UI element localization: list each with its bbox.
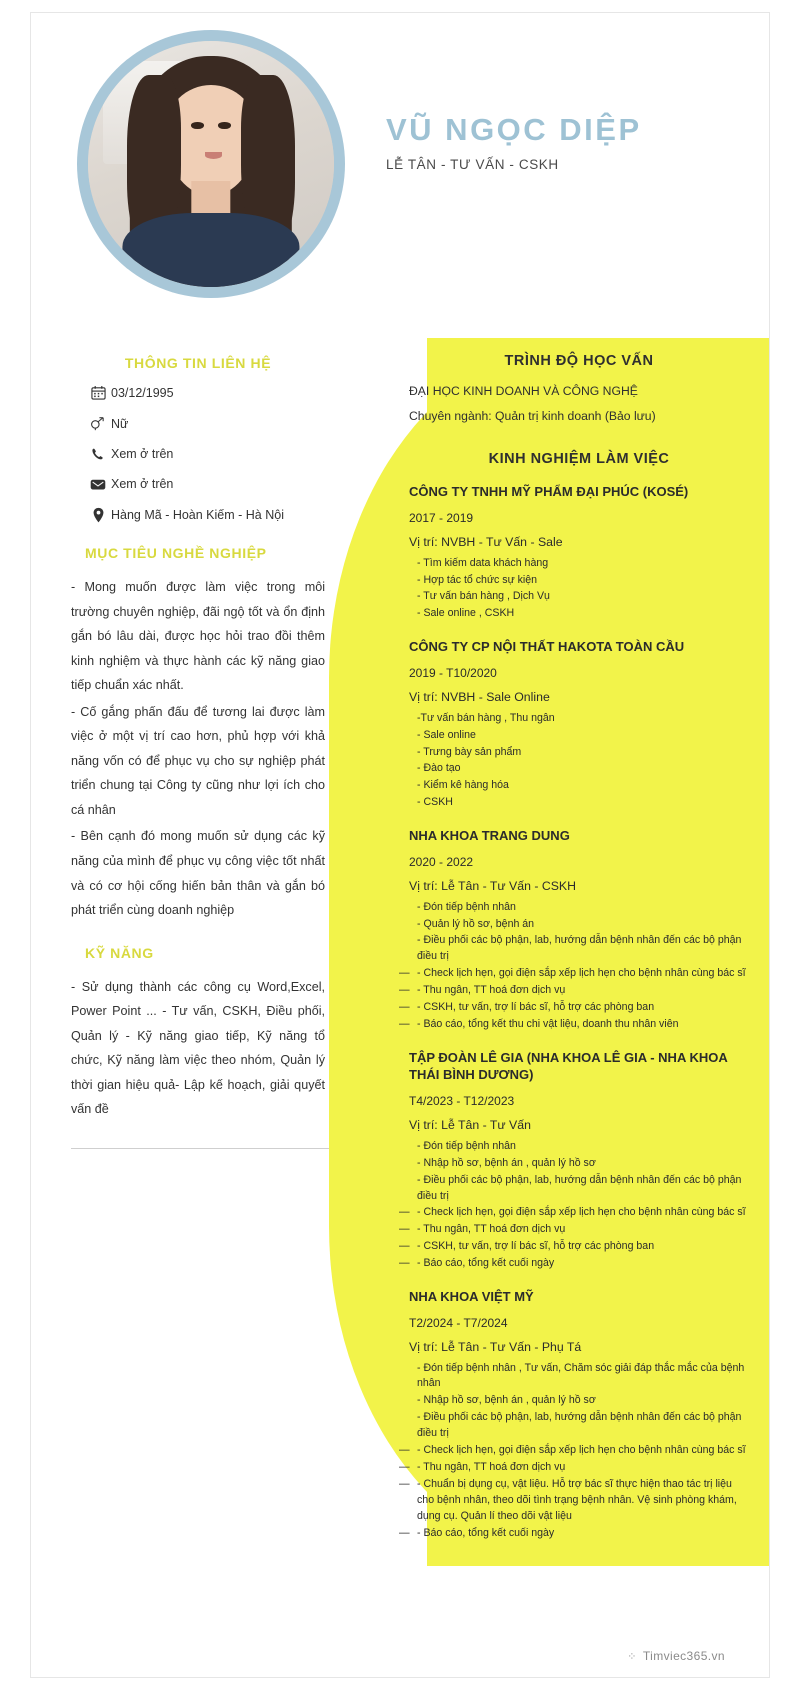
objective-paragraph-1: - Mong muốn được làm việc trong môi trường chuyên nghiệp, đãi ngộ tốt và ổn định gắn bó lâu dài, được học hỏi trao đồi thêm kinh nghiệm và thực hành các kỹ năng giao tiếp chuẩn xác nhất.: [71, 580, 325, 693]
contact-list: [71, 385, 325, 523]
list-item: [399, 1017, 749, 1033]
bullet-dash: —: [399, 1257, 410, 1270]
list-item-text: - Check lịch hẹn, gọi điện sắp xếp lịch hẹn cho bệnh nhân cùng bác sĩ: [417, 1206, 746, 1219]
list-item: [399, 1443, 749, 1459]
list-item-text: - Thu ngân, TT hoá đơn dịch vụ: [417, 1223, 566, 1236]
experience-bullets: [399, 1139, 749, 1272]
experience-period: T2/2024 - T7/2024: [409, 1315, 508, 1330]
list-item-text: - Check lịch hẹn, gọi điện sắp xếp lịch hẹn cho bệnh nhân cùng bác sĩ: [417, 967, 746, 980]
bullet-dash: —: [399, 1206, 410, 1219]
experience-period: 2017 - 2019: [409, 510, 474, 525]
experience-bullets: [399, 900, 749, 1033]
list-item: - Nhập hồ sơ, bệnh án , quản lý hồ sơ: [417, 1394, 596, 1407]
contact-phone: [71, 447, 325, 461]
left-column-divider: [71, 1148, 329, 1149]
experience-item: [409, 638, 749, 811]
list-item-text: - Thu ngân, TT hoá đơn dịch vụ: [417, 984, 566, 997]
list-item: - Trưng bày sản phẩm: [417, 745, 522, 758]
contact-birthday-text: 03/12/1995: [111, 385, 174, 400]
cv-page: [30, 12, 770, 1678]
list-item: - Điều phối các bộ phận, lab, hướng dẫn bệnh nhân đến các bộ phận điều trị: [417, 934, 742, 963]
dots-icon: ⁘: [627, 1650, 637, 1663]
list-item: - Đón tiếp bệnh nhân , Tư vấn, Chăm sóc giải đáp thắc mắc của bệnh nhân: [417, 1361, 745, 1390]
list-item: - Điều phối các bộ phận, lab, hướng dẫn bệnh nhân đến các bộ phận điều trị: [417, 1411, 742, 1440]
list-item: [399, 1477, 749, 1525]
section-title-objective: MỤC TIÊU NGHỀ NGHIỆP: [85, 545, 267, 561]
left-column: [31, 333, 351, 1124]
cv-header: [31, 13, 770, 328]
experience-position: Vị trí: Lễ Tân - Tư Vấn: [409, 1117, 531, 1132]
contact-phone-text: Xem ở trên: [111, 447, 174, 461]
experience-company: CÔNG TY CP NỘI THẤT HAKOTA TOÀN CẦU: [409, 639, 685, 655]
bullet-dash: —: [399, 1223, 410, 1236]
experience-position: Vị trí: Lễ Tân - Tư Vấn - CSKH: [409, 878, 577, 893]
contact-email-text: Xem ở trên: [111, 477, 174, 491]
section-title-skills: KỸ NĂNG: [85, 944, 154, 961]
calendar-icon: [85, 385, 111, 400]
contact-address: [71, 507, 325, 523]
bullet-dash: —: [399, 1460, 410, 1473]
experience-company: TẬP ĐOÀN LÊ GIA (NHA KHOA LÊ GIA - NHA KHOA THÁI BÌNH DƯƠNG): [409, 1049, 728, 1083]
list-item: [399, 966, 749, 982]
contact-gender-text: Nữ: [111, 416, 129, 431]
objective-paragraph-2: - Cố gắng phấn đấu để tương lai được làm việc ở một vị trí cao hơn, phủ hợp với khả năng vốn có để phục vụ cho sự nghiệp phát triển chung tại Công ty cũng như lợi ích cho cá nhân: [71, 704, 325, 817]
list-item-text: - Chuẩn bị dụng cụ, vật liệu. Hỗ trợ bác sĩ thực hiện thao tác trị liệu cho bệnh nhân, theo dõi tình trạng bệnh nhân. Vệ sinh phòng khám, dụng cụ. Quản lí theo dõi vật liệu: [417, 1477, 737, 1522]
section-title-education: TRÌNH ĐỘ HỌC VẤN: [504, 353, 654, 369]
experience-period: 2019 - T10/2020: [409, 665, 497, 680]
mail-icon: [85, 478, 111, 491]
photo-neck: [191, 181, 230, 215]
list-item: - Tư vấn bán hàng , Dịch Vụ: [417, 590, 550, 603]
experience-company: NHA KHOA TRANG DUNG: [409, 828, 570, 844]
list-item: [399, 1205, 749, 1221]
phone-icon: [85, 447, 111, 461]
contact-address-text: Hàng Mã - Hoàn Kiếm - Hà Nội: [111, 508, 284, 522]
experience-company: NHA KHOA VIỆT MỸ: [409, 1289, 534, 1305]
avatar: [88, 41, 334, 287]
candidate-role: LỄ TÂN - TƯ VẤN - CSKH: [386, 157, 559, 173]
list-item-text: - Thu ngân, TT hoá đơn dịch vụ: [417, 1460, 566, 1473]
experience-company: CÔNG TY TNHH MỸ PHẨM ĐẠI PHÚC (KOSÉ): [409, 484, 689, 500]
footer-watermark: [627, 1649, 725, 1663]
list-item: - Tìm kiếm data khách hàng: [417, 556, 549, 569]
list-item-text: - CSKH, tư vấn, trợ lí bác sĩ, hỗ trợ các phòng ban: [417, 1240, 655, 1253]
section-title-contact: THÔNG TIN LIÊN HỆ: [124, 355, 272, 371]
bullet-dash: —: [399, 1477, 410, 1490]
list-item: - Điều phối các bộ phận, lab, hướng dẫn bệnh nhân đến các bộ phận điều trị: [417, 1173, 742, 1202]
photo-torso: [122, 213, 299, 287]
experience-position: Vị trí: NVBH - Sale Online: [409, 689, 550, 704]
list-item: [399, 1256, 749, 1272]
list-item: - Sale online , CSKH: [417, 607, 515, 620]
experience-period: 2020 - 2022: [409, 854, 474, 869]
bullet-dash: —: [399, 967, 410, 980]
experience-item: [399, 827, 749, 1033]
list-item: - Đón tiếp bệnh nhân: [417, 1139, 516, 1152]
list-item-text: - Check lịch hẹn, gọi điện sắp xếp lịch hẹn cho bệnh nhân cùng bác sĩ: [417, 1444, 746, 1457]
experience-position: Vị trí: Lễ Tân - Tư Vấn - Phụ Tá: [409, 1339, 582, 1354]
list-item: - Kiểm kê hàng hóa: [417, 779, 509, 792]
list-item: [399, 1222, 749, 1238]
list-item: -Tư vấn bán hàng , Thu ngân: [417, 711, 555, 724]
bullet-dash: —: [399, 1240, 410, 1253]
experience-item: [399, 1288, 749, 1541]
list-item: - Đào tạo: [417, 762, 461, 775]
avatar-ring: [77, 30, 345, 298]
list-item: [399, 1526, 749, 1542]
bullet-dash: —: [399, 984, 410, 997]
list-item: - Sale online: [417, 728, 476, 741]
photo-eye-left: [191, 122, 203, 128]
experience-bullets: [409, 711, 749, 811]
location-icon: [85, 507, 111, 523]
contact-email: [71, 477, 325, 491]
list-item: [399, 1460, 749, 1476]
bullet-dash: —: [399, 1001, 410, 1014]
gender-icon: [85, 416, 111, 431]
contact-birthday: [71, 385, 325, 400]
list-item: - Đón tiếp bệnh nhân: [417, 900, 516, 913]
list-item: - CSKH: [417, 796, 453, 809]
experience-bullets: [399, 1361, 749, 1542]
education-major: Chuyên ngành: Quản trị kinh doanh (Bảo lưu): [409, 409, 656, 424]
bullet-dash: —: [399, 1526, 410, 1539]
list-item-text: - CSKH, tư vấn, trợ lí bác sĩ, hỗ trợ các phòng ban: [417, 1001, 655, 1014]
list-item: - Nhập hồ sơ, bệnh án , quản lý hồ sơ: [417, 1156, 596, 1169]
experience-period: T4/2023 - T12/2023: [409, 1093, 515, 1108]
education-school: ĐẠI HỌC KINH DOANH VÀ CÔNG NGHỆ: [409, 384, 638, 398]
section-title-experience: KINH NGHIỆM LÀM VIỆC: [488, 451, 670, 468]
list-item-text: - Báo cáo, tổng kết cuối ngày: [417, 1257, 555, 1270]
experience-item: [409, 483, 749, 622]
list-item: [399, 1239, 749, 1255]
list-item: [399, 1000, 749, 1016]
bullet-dash: —: [399, 1444, 410, 1457]
list-item: - Quản lý hồ sơ, bệnh án: [417, 917, 535, 930]
list-item: [399, 983, 749, 999]
name-block: [386, 113, 756, 172]
list-item-text: - Báo cáo, tổng kết cuối ngày: [417, 1526, 555, 1539]
experience-item: [399, 1049, 749, 1272]
candidate-name: VŨ NGỌC DIỆP: [386, 112, 642, 147]
experience-bullets: [409, 556, 749, 623]
list-item: - Hợp tác tổ chức sự kiện: [417, 573, 538, 586]
bullet-dash: —: [399, 1017, 410, 1030]
right-column: [399, 353, 749, 1542]
objective-paragraph-3: - Bên cạnh đó mong muốn sử dụng các kỹ năng của mình để phục vụ công việc tốt nhất và có cơ hội cống hiến bản thân và gắn bó phát triển cùng doanh nghiệp: [71, 829, 325, 918]
footer-brand: Timviec365.vn: [642, 1649, 725, 1663]
contact-gender: [71, 416, 325, 431]
experience-position: Vị trí: NVBH - Tư Vấn - Sale: [409, 534, 563, 549]
list-item-text: - Báo cáo, tổng kết thu chi vật liệu, doanh thu nhân viên: [417, 1017, 679, 1030]
photo-eye-right: [218, 122, 230, 128]
skills-block: [71, 975, 325, 1122]
skills-paragraph: - Sử dụng thành các công cụ Word,Excel, Power Point ... - Tư vấn, CSKH, Điều phối, Quản lý - Kỹ năng giao tiếp, Kỹ năng tổ chức, Kỹ năng làm việc theo nhóm, Quản lý thời gian hiệu quả- Lập kế hoạch, giải quyết vấn đề: [71, 979, 325, 1117]
